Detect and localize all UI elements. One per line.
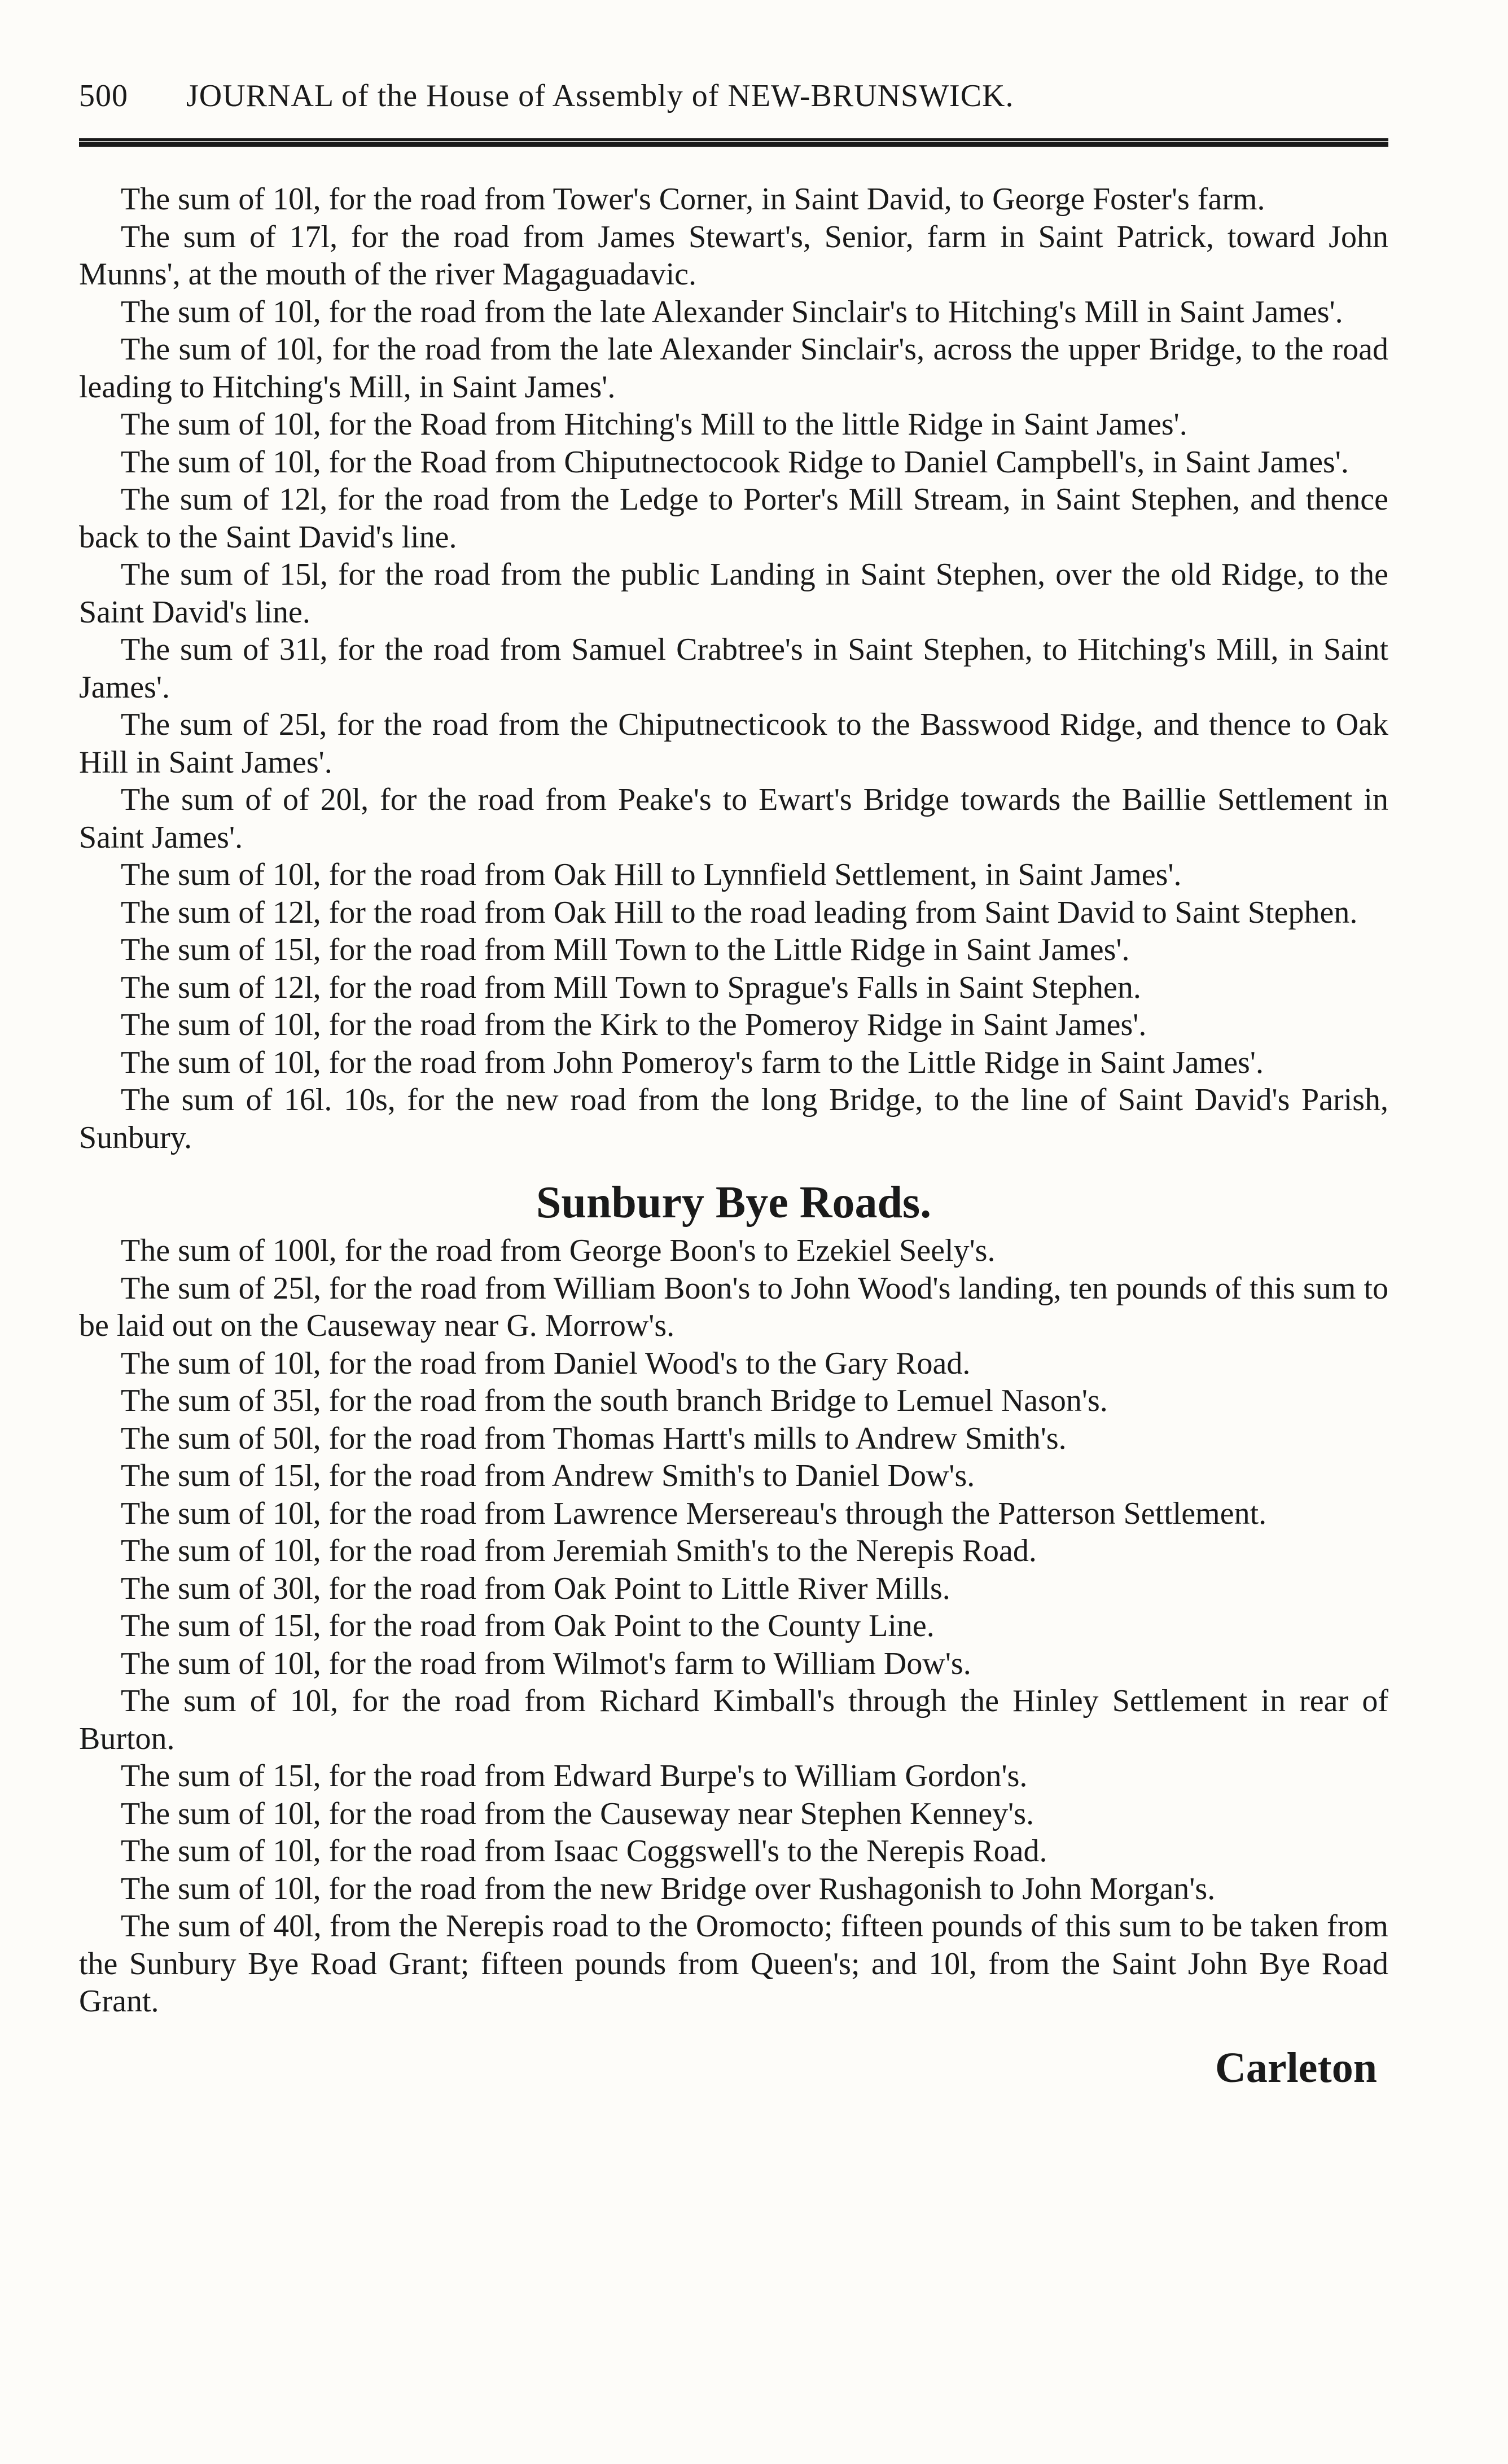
list-item: The sum of 31l, for the road from Samuel Crabtree's in Saint Stephen, to Hitching's Mill, in Saint James'. bbox=[79, 632, 1388, 705]
list-item: The sum of 10l, for the road from Isaac Coggswell's to the Nerepis Road. bbox=[121, 1834, 1047, 1869]
list-item: The sum of 10l, for the road from Lawrence Mersereau's through the Patterson Settlement. bbox=[121, 1496, 1267, 1531]
list-item: The sum of 12l, for the road from the Ledge to Porter's Mill Stream, in Saint Stephen, and thence back to the Saint David's line. bbox=[79, 482, 1388, 555]
list-item: The sum of 10l, for the Road from Hitching's Mill to the little Ridge in Saint James'. bbox=[121, 407, 1187, 442]
running-title: JOURNAL of the House of Assembly of NEW-BRUNSWICK. bbox=[186, 78, 1014, 113]
list-item: The sum of 15l, for the road from Andrew Smith's to Daniel Dow's. bbox=[121, 1458, 975, 1493]
list-item: The sum of 35l, for the road from the south branch Bridge to Lemuel Nason's. bbox=[121, 1383, 1108, 1418]
list-item: The sum of 10l, for the road from Jeremiah Smith's to the Nerepis Road. bbox=[121, 1533, 1037, 1568]
list-item: The sum of 15l, for the road from Edward Burpe's to William Gordon's. bbox=[121, 1759, 1028, 1794]
list-item: The sum of 10l, for the road from the new Bridge over Rushagonish to John Morgan's. bbox=[121, 1871, 1216, 1906]
list-item: The sum of 10l, for the road from Richard Kimball's through the Hinley Settlement in rear of Burton. bbox=[79, 1683, 1388, 1756]
list-item: The sum of 40l, from the Nerepis road to the Oromocto; fifteen pounds of this sum to be taken from the Sunbury Bye Road Grant; fifteen pounds from Queen's; and 10l, from the Saint John Bye Road Grant. bbox=[79, 1909, 1388, 2019]
list-item: The sum of 25l, for the road from the Chiputnecticook to the Basswood Ridge, and thence to Oak Hill in Saint James'. bbox=[79, 707, 1388, 780]
page-header bbox=[79, 78, 1388, 114]
list-item: The sum of 10l, for the road from the Kirk to the Pomeroy Ridge in Saint James'. bbox=[121, 1007, 1147, 1042]
sunbury-section bbox=[79, 1232, 1388, 2020]
page-body bbox=[79, 181, 1388, 2093]
page-number: 500 bbox=[79, 78, 128, 113]
list-item: The sum of 15l, for the road from Oak Point to the County Line. bbox=[121, 1608, 935, 1643]
list-item: The sum of 15l, for the road from the public Landing in Saint Stephen, over the old Ridge, to the Saint David's line. bbox=[79, 557, 1388, 630]
list-item: The sum of 16l. 10s, for the new road from the long Bridge, to the line of Saint David's Parish, Sunbury. bbox=[79, 1082, 1388, 1155]
first-section bbox=[79, 181, 1388, 1156]
header-rule bbox=[79, 138, 1388, 147]
catchword: Carleton bbox=[1215, 2044, 1377, 2092]
list-item: The sum of 10l, for the road from the late Alexander Sinclair's to Hitching's Mill in Saint James'. bbox=[121, 294, 1343, 330]
list-item: The sum of 10l, for the road from the Causeway near Stephen Kenney's. bbox=[121, 1796, 1034, 1831]
list-item: The sum of 12l, for the road from Mill Town to Sprague's Falls in Saint Stephen. bbox=[121, 970, 1141, 1005]
list-item: The sum of 10l, for the road from Wilmot's farm to William Dow's. bbox=[121, 1646, 971, 1681]
list-item: The sum of 10l, for the road from the late Alexander Sinclair's, across the upper Bridge, to the road leading to Hitching's Mill, in Saint James'. bbox=[79, 332, 1388, 405]
list-item: The sum of 100l, for the road from George Boon's to Ezekiel Seely's. bbox=[121, 1233, 996, 1268]
list-item: The sum of 12l, for the road from Oak Hill to the road leading from Saint David to Saint Stephen. bbox=[121, 895, 1358, 930]
list-item: The sum of 10l, for the road from Oak Hill to Lynnfield Settlement, in Saint James'. bbox=[121, 857, 1182, 892]
list-item: The sum of 30l, for the road from Oak Point to Little River Mills. bbox=[121, 1571, 950, 1606]
list-item: The sum of 25l, for the road from William Boon's to John Wood's landing, ten pounds of this sum to be laid out on the Causeway near G. Morrow's. bbox=[79, 1270, 1388, 1343]
list-item: The sum of 15l, for the road from Mill Town to the Little Ridge in Saint James'. bbox=[121, 932, 1130, 967]
list-item: The sum of 10l, for the road from Tower's Corner, in Saint David, to George Foster's farm. bbox=[121, 182, 1265, 217]
list-item: The sum of of 20l, for the road from Peake's to Ewart's Bridge towards the Baillie Settlement in Saint James'. bbox=[79, 782, 1388, 855]
list-item: The sum of 10l, for the road from John Pomeroy's farm to the Little Ridge in Saint James'. bbox=[121, 1045, 1264, 1080]
section-heading: Sunbury Bye Roads. bbox=[536, 1178, 932, 1227]
list-item: The sum of 10l, for the road from Daniel Wood's to the Gary Road. bbox=[121, 1345, 971, 1381]
list-item: The sum of 10l, for the Road from Chiputnectocook Ridge to Daniel Campbell's, in Saint James'. bbox=[121, 444, 1349, 480]
list-item: The sum of 17l, for the road from James Stewart's, Senior, farm in Saint Patrick, toward John Munns', at the mouth of the river Magaguadavic. bbox=[79, 219, 1388, 292]
list-item: The sum of 50l, for the road from Thomas Hartt's mills to Andrew Smith's. bbox=[121, 1420, 1067, 1456]
